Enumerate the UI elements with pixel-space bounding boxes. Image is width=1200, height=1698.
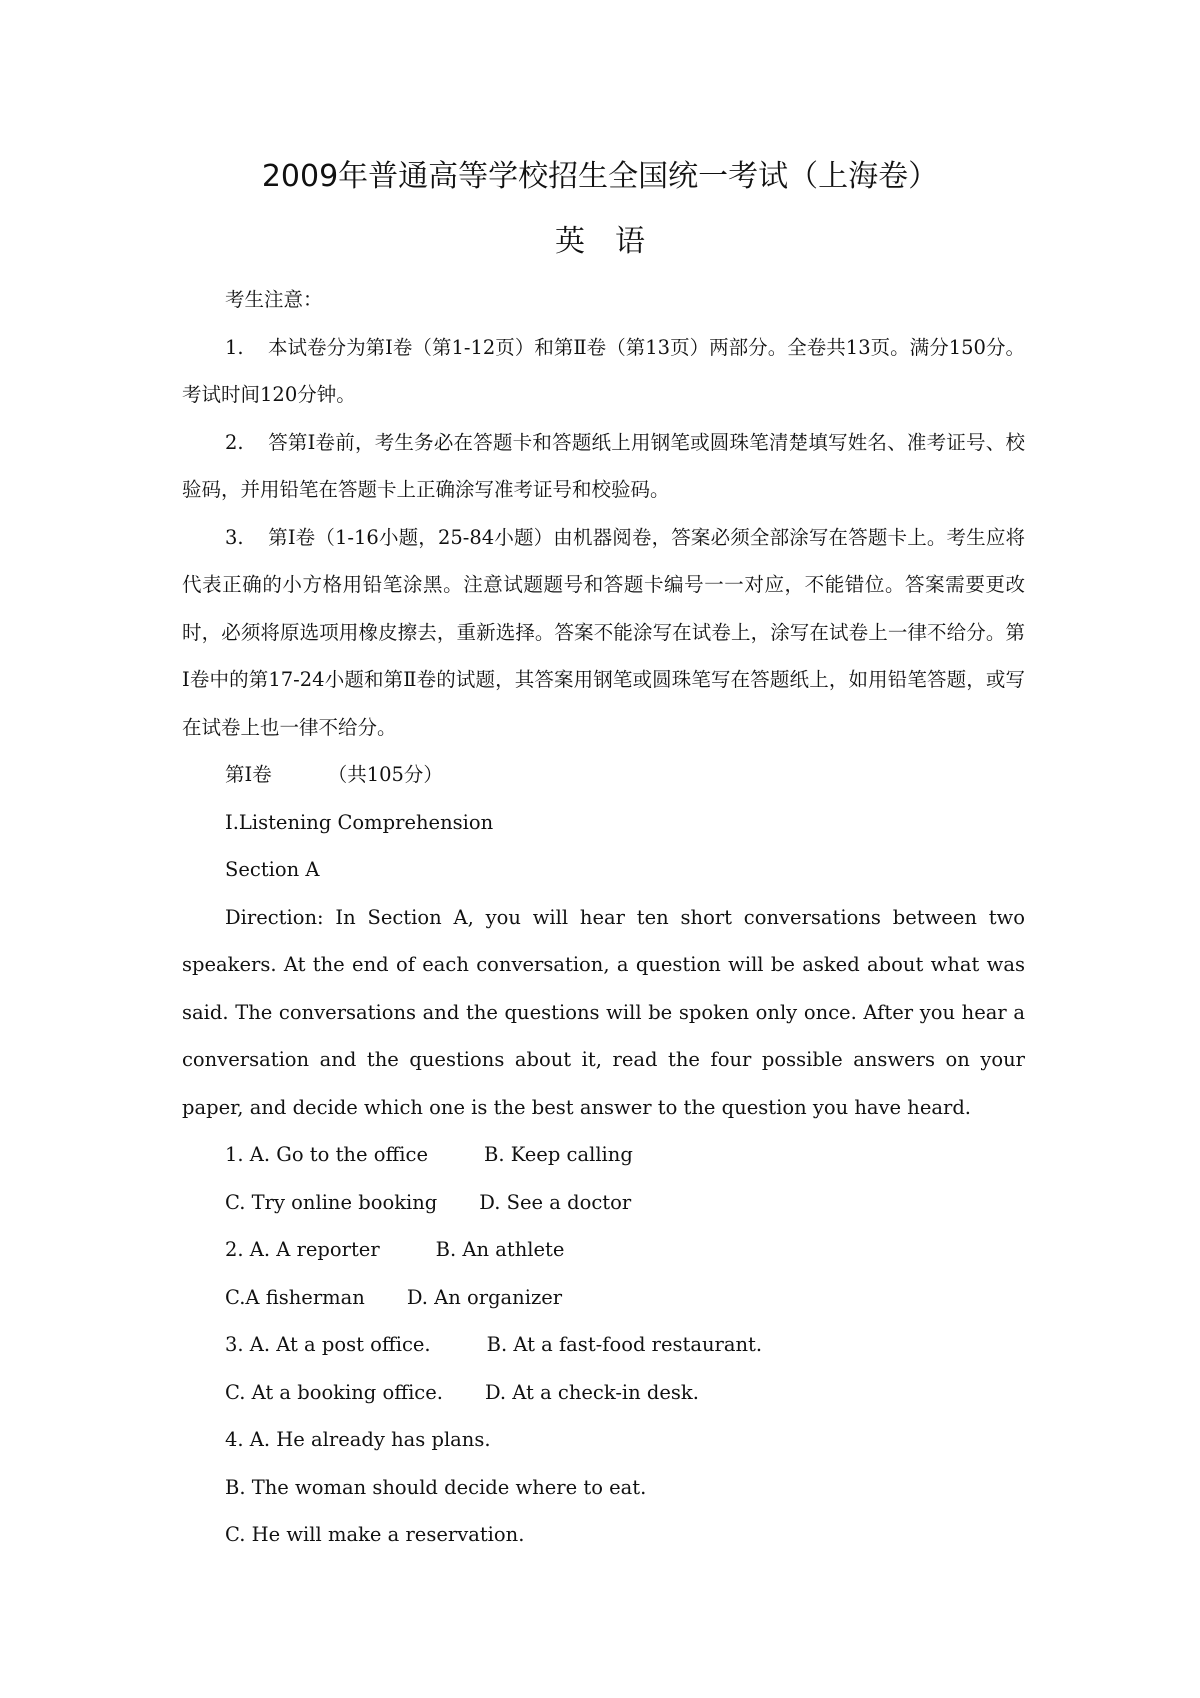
q3-option-b: B. At a fast-food restaurant. <box>486 1333 763 1356</box>
q2-option-d: D. An organizer <box>406 1285 563 1309</box>
q4-option-a: 4. A. He already has plans. <box>225 1428 491 1451</box>
exam-subject: 英语 <box>555 224 675 259</box>
q4-option-b: B. The woman should decide where to eat. <box>225 1475 647 1499</box>
notice-item-1-number: 1. <box>225 335 244 359</box>
q2-option-c: C.A fisherman <box>225 1285 365 1309</box>
q1-option-a: 1. A. Go to the office <box>225 1143 428 1166</box>
q1-option-d: D. See a doctor <box>479 1190 632 1214</box>
q2-option-b: B. An athlete <box>435 1238 565 1261</box>
q2-option-a: 2. A. A reporter <box>225 1238 380 1261</box>
question-2-row-2 <box>182 1274 1025 1322</box>
q1-option-b: B. Keep calling <box>484 1143 633 1166</box>
section-heading: Ⅰ.Listening Comprehension <box>225 810 494 834</box>
question-3-row-2 <box>182 1369 1025 1417</box>
part1-label: 第Ⅰ卷 <box>225 763 272 786</box>
q3-option-d: D. At a check-in desk. <box>484 1380 699 1404</box>
notice-item-2-text: 答第Ⅰ卷前，考生务必在答题卡和答题纸上用钢笔或圆珠笔清楚填写姓名、准考证号、校验码，并用铅笔在答题卡上正确涂写准考证号和校验码。 <box>182 430 1025 501</box>
q1-option-c: C. Try online booking <box>225 1190 438 1214</box>
exam-title: 2009年普通高等学校招生全国统一考试（上海卷） <box>261 159 939 194</box>
question-3-row-1 <box>182 1321 1025 1369</box>
notice-item-3 <box>182 514 1025 752</box>
notice-item-3-text: 第Ⅰ卷（1-16小题，25-84小题）由机器阅卷，答案必须全部涂写在答题卡上。考生应将代表正确的小方格用铅笔涂黑。注意试题题号和答题卡编号一一对应，不能错位。答案需要更改时，必须将原选项用橡皮擦去，重新选择。答案不能涂写在试卷上，涂写在试卷上一律不给分。第Ⅰ卷中的第17-24小题和第Ⅱ卷的试题，其答案用钢笔或圆珠笔写在答题纸上，如用铅笔答题，或写在试卷上也一律不给分。 <box>182 525 1025 739</box>
notice-item-1-text: 本试卷分为第Ⅰ卷（第1-12页）和第Ⅱ卷（第13页）两部分。全卷共13页。满分150分。考试时间120分钟。 <box>182 335 1025 406</box>
notice-heading: 考生注意： <box>225 288 323 311</box>
exam-body <box>182 276 1025 1559</box>
section-sub: Section A <box>225 858 320 881</box>
q3-option-a: 3. A. At a post office. <box>225 1333 431 1356</box>
section-direction: Direction: In Section A, you will hear ten short conversations between two speakers. At the end of each conversation, a question will be asked about what was said. The conversations and the questions will be spoken only once. After you hear a conversation and the questions about it, read the four possible answers on your paper, and decide which one is the best answer to the question you have heard. <box>182 905 1025 1119</box>
notice-item-1 <box>182 324 1025 419</box>
part1-heading <box>182 751 1025 799</box>
notice-item-2-number: 2. <box>225 430 244 454</box>
notice-item-2 <box>182 419 1025 514</box>
notice-item-3-number: 3. <box>225 525 244 549</box>
question-1-row-2 <box>182 1179 1025 1227</box>
part1-score: （共105分） <box>327 763 443 786</box>
q4-option-c: C. He will make a reservation. <box>225 1523 525 1546</box>
question-2-row-1 <box>182 1226 1025 1274</box>
q3-option-c: C. At a booking office. <box>225 1380 443 1404</box>
question-1-row-1 <box>182 1131 1025 1179</box>
